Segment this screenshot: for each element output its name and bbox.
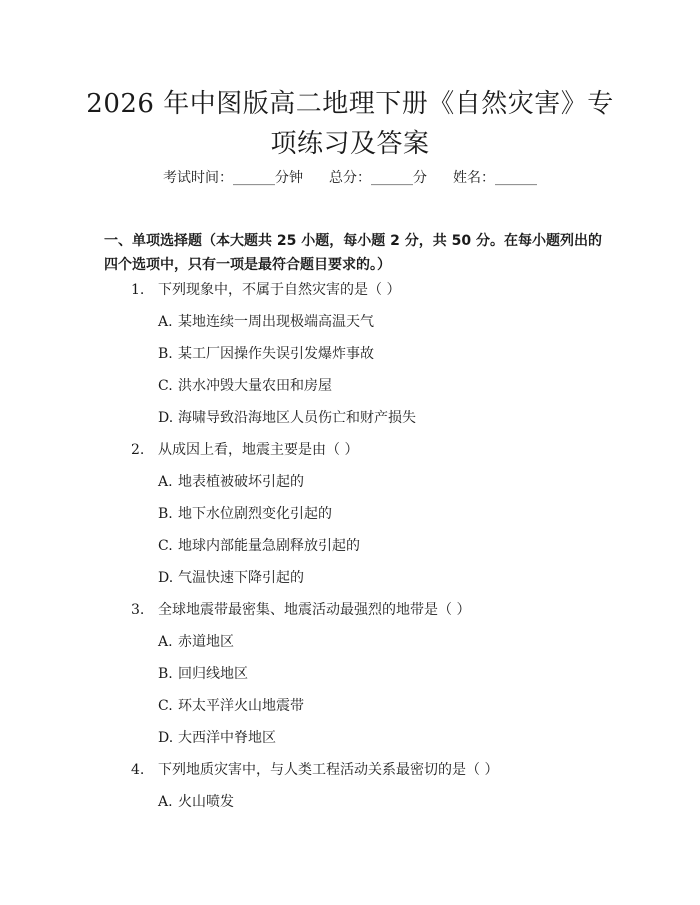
question-number: 4. (131, 762, 145, 778)
question-4 (131, 760, 498, 780)
option-letter: D. (158, 730, 174, 746)
exam-time-field: 考试时间：______分钟 (163, 170, 303, 186)
question-text: 从成因上看，地震主要是由（ ） (158, 442, 359, 458)
option-letter: C. (158, 538, 173, 554)
option-text: 某地连续一周出现极端高温天气 (178, 314, 374, 330)
option-letter: A. (158, 314, 173, 330)
option-letter: B. (158, 346, 173, 362)
option-letter: B. (158, 506, 173, 522)
question-3-option-c (158, 696, 304, 716)
question-3-option-b (158, 664, 248, 684)
option-letter: A. (158, 794, 173, 810)
exam-info-line (0, 168, 700, 188)
question-number: 3. (131, 602, 145, 618)
document-title-line-2: 项练习及答案 (270, 129, 430, 159)
question-number: 2. (131, 442, 145, 458)
option-letter: A. (158, 474, 173, 490)
option-text: 地球内部能量急剧释放引起的 (178, 538, 360, 554)
option-text: 某工厂因操作失误引发爆炸事故 (178, 346, 374, 362)
option-text: 气温快速下降引起的 (178, 570, 304, 586)
option-text: 赤道地区 (178, 634, 234, 650)
question-1 (131, 280, 400, 300)
option-text: 大西洋中脊地区 (178, 730, 276, 746)
section-heading: 一、单项选择题（本大题共 25 小题，每小题 2 分，共 50 分。在每小题列出的四个选项中，只有一项是最符合题目要求的。） (104, 233, 602, 273)
question-2-option-d (158, 568, 304, 588)
option-letter: C. (158, 698, 173, 714)
question-1-option-c (158, 376, 332, 396)
question-text: 下列地质灾害中，与人类工程活动关系最密切的是（ ） (158, 762, 499, 778)
question-4-option-a (158, 792, 234, 812)
option-letter: C. (158, 378, 173, 394)
option-text: 火山喷发 (178, 794, 234, 810)
question-number: 1. (131, 282, 145, 298)
option-letter: A. (158, 634, 173, 650)
option-letter: B. (158, 666, 173, 682)
question-2-option-b (158, 504, 332, 524)
question-3 (131, 600, 470, 620)
option-text: 回归线地区 (178, 666, 248, 682)
option-text: 地下水位剧烈变化引起的 (178, 506, 332, 522)
question-2-option-a (158, 472, 304, 492)
option-text: 海啸导致沿海地区人员伤亡和财产损失 (178, 410, 416, 426)
question-text: 下列现象中，不属于自然灾害的是（ ） (158, 282, 401, 298)
question-text: 全球地震带最密集、地震活动最强烈的地带是（ ） (158, 602, 471, 618)
option-text: 环太平洋火山地震带 (178, 698, 304, 714)
option-text: 洪水冲毁大量农田和房屋 (178, 378, 332, 394)
question-3-option-a (158, 632, 234, 652)
question-2-option-c (158, 536, 360, 556)
total-score-field: 总分：______分 (329, 170, 427, 186)
option-letter: D. (158, 570, 174, 586)
question-1-option-a (158, 312, 374, 332)
question-1-option-d (158, 408, 416, 428)
question-2 (131, 440, 358, 460)
option-text: 地表植被破坏引起的 (178, 474, 304, 490)
document-title-line-1: 2026 年中图版高二地理下册《自然灾害》专 (86, 89, 614, 119)
student-name-field: 姓名：______ (453, 170, 537, 186)
option-letter: D. (158, 410, 174, 426)
question-3-option-d (158, 728, 276, 748)
question-1-option-b (158, 344, 374, 364)
